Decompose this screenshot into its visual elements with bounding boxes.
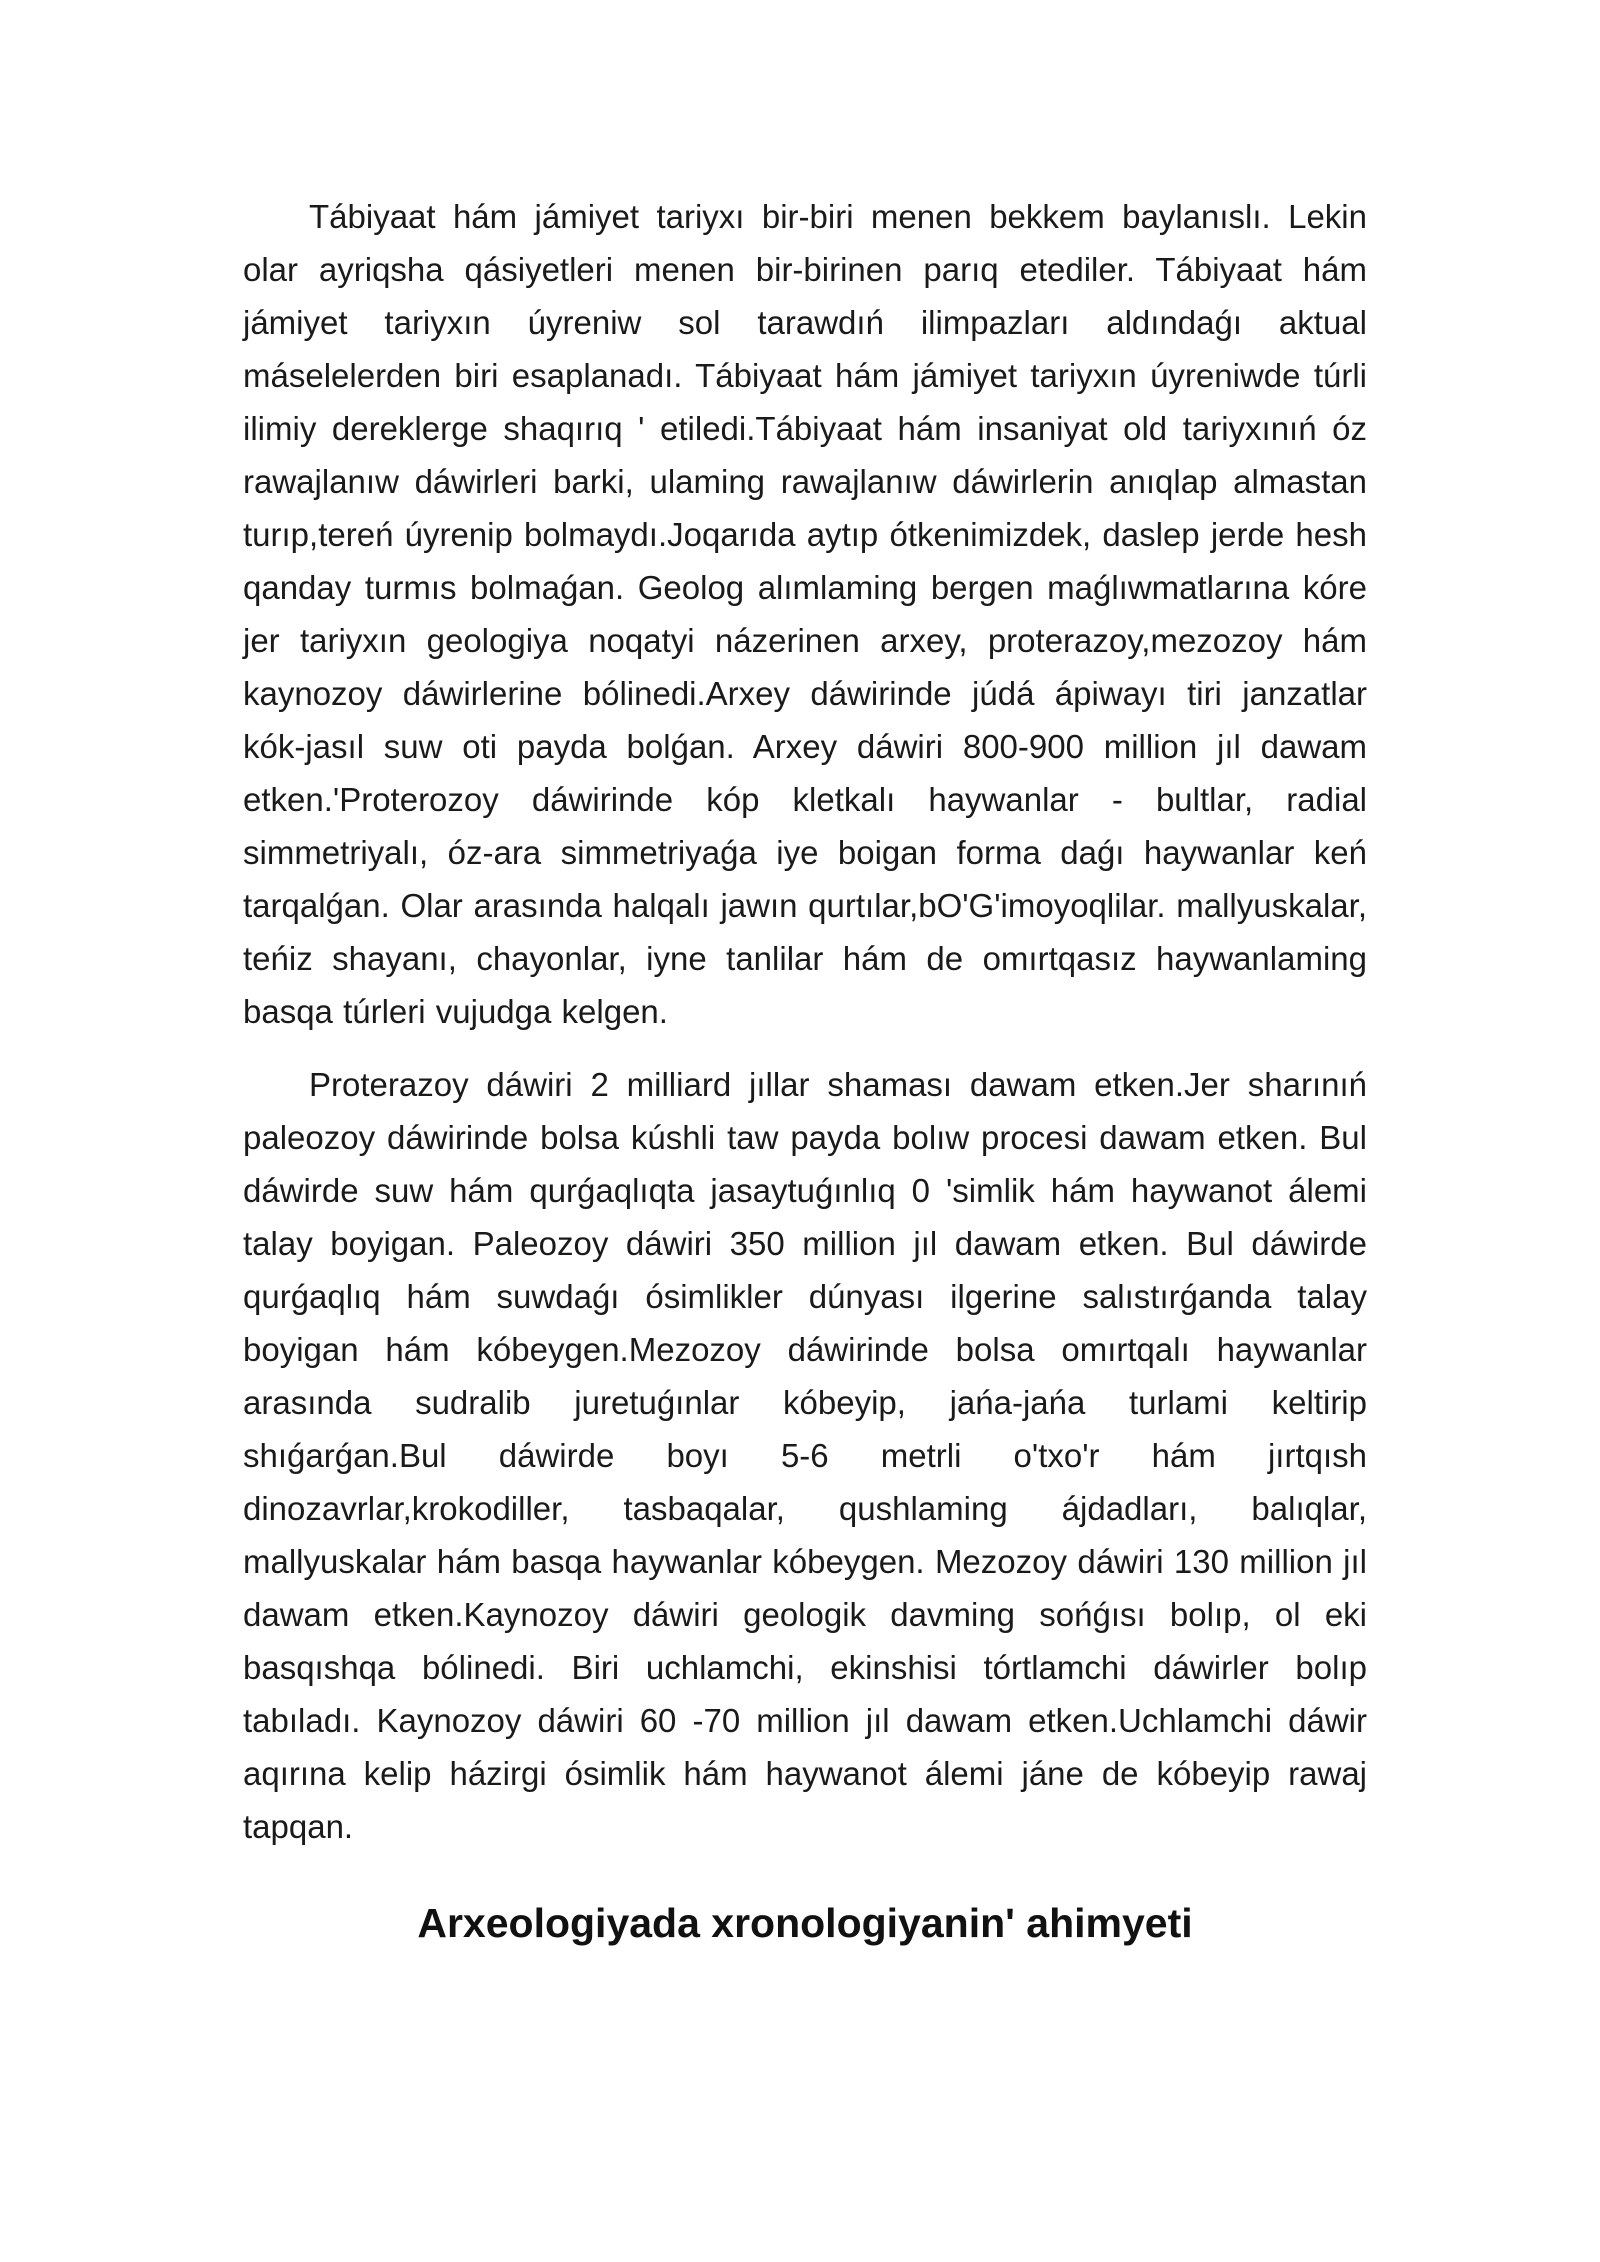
paragraph-proterozoic-to-cenozoic: Proterazoy dáwiri 2 milliard jıllar shaması dawam etken.Jer sharınıń paleozoy dáwirinde bolsa kúshli taw payda bolıw procesi dawam etken. Bul dáwirde suw hám qurǵaqlıqta jasaytuǵınlıq 0 'simlik hám haywanot álemi talay boyigan. Paleozoy dáwiri 350 million jıl dawam etken. Bul dáwirde qurǵaqlıq hám suwdaǵı ósimlikler dúnyası ilgerine salıstırǵanda talay boyigan hám kóbeygen.Mezozoy dáwirinde bolsa omırtqalı haywanlar arasında sudralib juretuǵınlar kóbeyip, jańa-jańa turlami keltirip shıǵarǵan.Bul dáwirde boyı 5-6 metrli o'txo'r hám jırtqısh dinozavrlar,krokodiller, tasbaqalar, qushlaming ájdadları, balıqlar, mallyuskalar hám basqa haywanlar kóbeygen. Mezozoy dáwiri 130 million jıl dawam etken.Kaynozoy dáwiri geologik davming sońǵısı bolıp, ol eki basqıshqa bólinedi. Biri uchlamchi, ekinshisi tórtlamchi dáwirler bolıp tabıladı. Kaynozoy dáwiri 60 -70 million jıl dawam etken.Uchlamchi dáwir aqırına kelip házirgi ósimlik hám haywanot álemi jáne de kóbeyip rawaj tapqan.	[243, 1066, 1367, 1845]
text-column	[243, 190, 1367, 1953]
section-heading: Arxeologiyada xronologiyanin' ahimyeti	[417, 1900, 1193, 1946]
paragraph-geological-eras: Tábiyaat hám jámiyet tariyxı bir-biri menen bekkem baylanıslı. Lekin olar ayriqsha qásiyetleri menen bir-birinen parıq etediler. Tábiyaat hám jámiyet tariyxın úyreniw sol tarawdıń ilimpazları aldındaǵı aktual máselelerden biri esaplanadı. Tábiyaat hám jámiyet tariyxın úyreniwde túrli ilimiy dereklerge shaqırıq ' etiledi.Tábiyaat hám insaniyat old tariyxınıń óz rawajlanıw dáwirleri barki, ulaming rawajlanıw dáwirlerin anıqlap almastan turıp,tereń úyrenip bolmaydı.Joqarıda aytıp ótkenimizdek, daslep jerde hesh qanday turmıs bolmaǵan. Geolog alımlaming bergen maǵlıwmatlarına kóre jer tariyxın geologiya noqatyi názerinen arxey, proterazoy,mezozoy hám kaynozoy dáwirlerine bólinedi.Arxey dáwirinde júdá ápiwayı tiri janzatlar kók-jasıl suw oti payda bolǵan. Arxey dáwiri 800-900 million jıl dawam etken.'Proterozoy dáwirinde kóp kletkalı haywanlar - bultlar, radial simmetriyalı, óz-ara simmetriyaǵa iye boigan forma daǵı haywanlar keń tarqalǵan. Olar arasında halqalı jawın qurtılar,bO'G'imoyoqlilar. mallyuskalar, teńiz shayanı, chayonlar, iyne tanlilar hám de omırtqasız haywanlaming basqa túrleri vujudga kelgen.	[243, 198, 1367, 1030]
